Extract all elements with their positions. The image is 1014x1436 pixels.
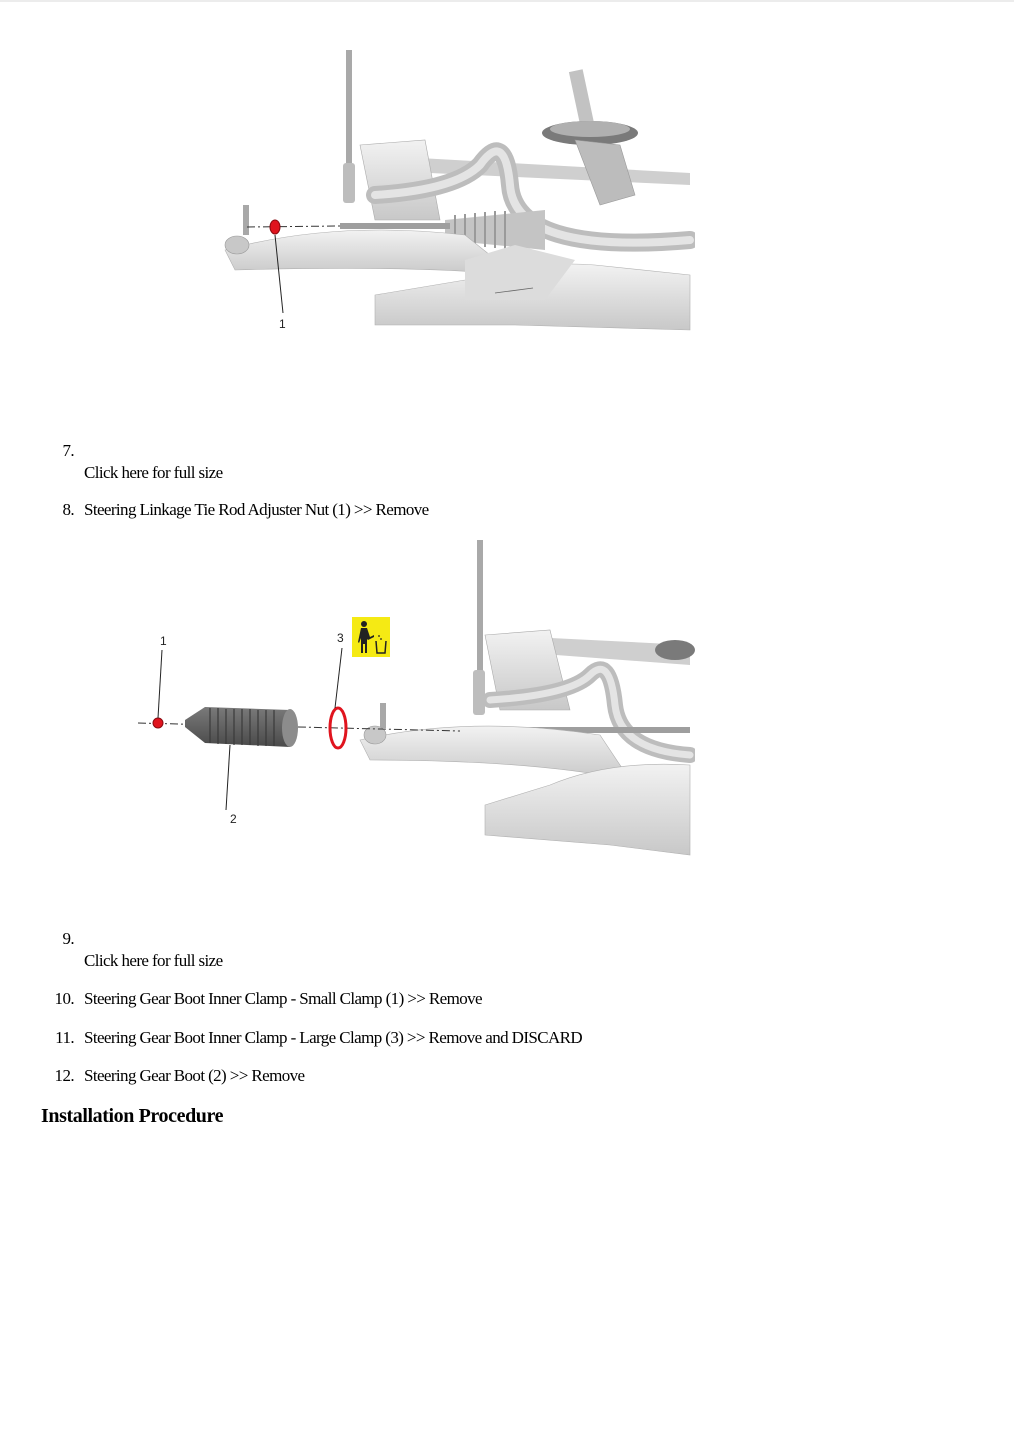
page-top-border bbox=[0, 0, 1014, 2]
discard-trash-icon bbox=[352, 617, 390, 657]
figure-steering-gear-boot[interactable] bbox=[130, 535, 695, 865]
adjuster-nut-highlight bbox=[270, 220, 280, 234]
step-number: 10. bbox=[54, 989, 74, 1008]
callout-3: 3 bbox=[337, 631, 344, 645]
callout-1: 1 bbox=[160, 634, 167, 648]
small-clamp-highlight bbox=[153, 718, 163, 728]
step-number: 12. bbox=[54, 1066, 74, 1085]
full-size-link[interactable]: Click here for full size bbox=[84, 463, 223, 482]
figure-tie-rod-adjuster-nut[interactable] bbox=[215, 45, 695, 340]
callout-1: 1 bbox=[279, 317, 286, 331]
step-text: Steering Linkage Tie Rod Adjuster Nut (1) >> Remove bbox=[84, 500, 429, 519]
step-number: 9. bbox=[62, 929, 74, 948]
step-text: Steering Gear Boot Inner Clamp - Large Clamp (3) >> Remove and DISCARD bbox=[84, 1028, 583, 1047]
step-number: 11. bbox=[55, 1028, 74, 1047]
inner-tie-rod bbox=[340, 223, 450, 229]
full-size-link[interactable]: Click here for full size bbox=[84, 951, 223, 970]
step-text: Steering Gear Boot (2) >> Remove bbox=[84, 1066, 305, 1085]
step-text: Steering Gear Boot Inner Clamp - Small Clamp (1) >> Remove bbox=[84, 989, 482, 1008]
section-heading: Installation Procedure bbox=[41, 1105, 224, 1127]
step-number: 8. bbox=[62, 500, 74, 519]
step-number: 7. bbox=[62, 441, 74, 460]
steering-gear-boot bbox=[185, 707, 298, 747]
stabilizer-link-rod bbox=[346, 50, 352, 170]
callout-2: 2 bbox=[230, 812, 237, 826]
